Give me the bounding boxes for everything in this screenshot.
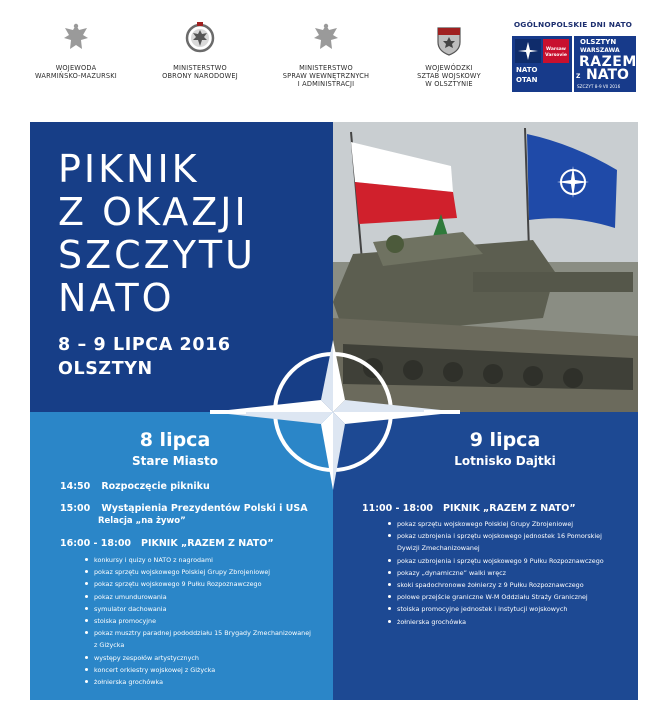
list-item: stoiska promocyjne jednostek i instytucji wojskowych bbox=[388, 603, 604, 615]
razem-z-nato-block bbox=[574, 36, 636, 92]
day1-header bbox=[90, 428, 260, 470]
logo-wojewoda-line1: WOJEWODA bbox=[55, 64, 97, 72]
hero-date-line: 8 – 9 LIPCA 2016 bbox=[58, 335, 231, 355]
svg-text:Warsaw: Warsaw bbox=[546, 47, 566, 52]
event-time: 14:50 bbox=[60, 481, 91, 492]
eagle-emblem-icon bbox=[61, 22, 91, 56]
szczyt-label: SZCZYT 8-9 VII 2016 bbox=[577, 84, 621, 89]
list-item: pokaz musztry paradnej pododdziału 15 Brygady Zmechanizowanej bbox=[85, 627, 311, 639]
event-text: Wystąpienia Prezydentów Polski i USA bbox=[101, 503, 308, 514]
event-text: PIKNIK „RAZEM Z NATO” bbox=[442, 503, 576, 514]
day2-header bbox=[420, 428, 590, 470]
logo-mswia-line3: I ADMINISTRACJI bbox=[297, 80, 355, 88]
list-item: skoki spadochronowe żołnierzy z 9 Pułku Rozpoznawczego bbox=[388, 579, 604, 591]
day2-activity-list bbox=[388, 518, 604, 628]
day1-date: 8 lipca bbox=[139, 429, 211, 451]
day1-activity-list bbox=[85, 554, 311, 688]
list-item: konkursy i quizy o NATO z nagrodami bbox=[85, 554, 311, 566]
list-item: stoiska promocyjne bbox=[85, 615, 311, 627]
day1-piknik bbox=[60, 537, 274, 550]
logo-mswia-line1: MINISTERSTWO bbox=[299, 64, 353, 72]
hero-title-line: PIKNIK bbox=[58, 147, 200, 191]
nato-days-logo bbox=[508, 20, 638, 98]
day1-event bbox=[60, 480, 210, 493]
hero-title bbox=[58, 148, 256, 320]
list-item: koncert orkiestry wojskowej z Giżycka bbox=[85, 664, 311, 676]
day2-date: 9 lipca bbox=[469, 429, 541, 451]
eagle-emblem-icon bbox=[311, 22, 341, 56]
list-item: pokaz sprzętu wojskowego Polskiej Grupy Zbrojeniowej bbox=[388, 518, 604, 530]
logo-wsw-line1: WOJEWÓDZKI bbox=[425, 64, 473, 72]
list-item: z Giżycka bbox=[94, 641, 125, 650]
event-time: 16:00 - 18:00 bbox=[60, 538, 132, 549]
list-item: żołnierska grochówka bbox=[388, 616, 604, 628]
day1-place: Stare Miasto bbox=[132, 454, 218, 468]
list-item: pokaz sprzętu wojskowego 9 Pułku Rozpoznawczego bbox=[85, 578, 311, 590]
list-item: symulator dachowania bbox=[85, 603, 311, 615]
list-item: żołnierska grochówka bbox=[85, 676, 311, 688]
hero-city: OLSZTYN bbox=[58, 359, 153, 379]
day2-place: Lotnisko Dajtki bbox=[454, 454, 556, 468]
list-item: występy zespołów artystycznych bbox=[85, 652, 311, 664]
logo-wojewoda-line2: WARMIŃSKO-MAZURSKI bbox=[35, 72, 117, 80]
z-label: Z bbox=[576, 73, 581, 80]
list-item: pokazy „dynamiczne” walki wręcz bbox=[388, 567, 604, 579]
event-text: PIKNIK „RAZEM Z NATO” bbox=[140, 538, 274, 549]
hero-title-line: Z OKAZJI bbox=[58, 190, 249, 234]
nato-emblem-block bbox=[512, 36, 572, 92]
hero-title-line: NATO bbox=[58, 276, 175, 320]
logo-wsw-line2: SZTAB WOJSKOWY bbox=[417, 72, 481, 80]
list-item: Dywizji Zmechanizowanej bbox=[397, 544, 480, 553]
event-text: Rozpoczęcie pikniku bbox=[101, 481, 210, 492]
warszawa-label: WARSZAWA bbox=[580, 47, 620, 54]
logo-wsw bbox=[402, 22, 496, 88]
logo-mon bbox=[148, 22, 252, 80]
logo-wsw-line3: W OLSZTYNIE bbox=[425, 80, 473, 88]
logo-mswia bbox=[272, 22, 380, 88]
logo-mon-line1: MINISTERSTWO bbox=[173, 64, 227, 72]
hero-date bbox=[58, 333, 231, 381]
event-time: 15:00 bbox=[60, 503, 91, 514]
logo-mon-line2: OBRONY NARODOWEJ bbox=[162, 72, 238, 80]
razem-label: RAZEM bbox=[579, 54, 637, 70]
logo-mswia-line2: SPRAW WEWNĘTRZNYCH bbox=[282, 72, 370, 80]
nato-days-title: OGÓLNOPOLSKIE DNI NATO bbox=[513, 20, 633, 29]
svg-text:Varsovie: Varsovie bbox=[545, 53, 567, 58]
shield-emblem-icon bbox=[434, 22, 464, 56]
list-item: pokaz umundurowania bbox=[85, 591, 311, 603]
olsztyn-label: OLSZTYN bbox=[580, 38, 617, 46]
day1-relacja: Relacja „na żywo” bbox=[98, 516, 186, 526]
event-time: 11:00 - 18:00 bbox=[362, 503, 434, 514]
day1-event bbox=[60, 502, 308, 515]
mon-emblem-icon bbox=[185, 22, 215, 56]
list-item: pokaz uzbrojenia i sprzętu wojskowego jednostek 16 Pomorskiej bbox=[388, 530, 604, 542]
otan-label: OTAN bbox=[516, 76, 538, 84]
day2-piknik bbox=[362, 502, 576, 515]
logo-wojewoda bbox=[30, 22, 122, 80]
hero-title-line: SZCZYTU bbox=[58, 233, 256, 277]
nato-label: NATO bbox=[516, 66, 538, 74]
list-item: pokaz uzbrojenia i sprzętu wojskowego 9 Pułku Rozpoznawczego bbox=[388, 555, 604, 567]
list-item: pokaz sprzętu wojskowego Polskiej Grupy Zbrojeniowej bbox=[85, 566, 311, 578]
list-item: polowe przejście graniczne W-M Oddziału Straży Granicznej bbox=[388, 591, 604, 603]
nato-big-label: NATO bbox=[586, 67, 629, 83]
